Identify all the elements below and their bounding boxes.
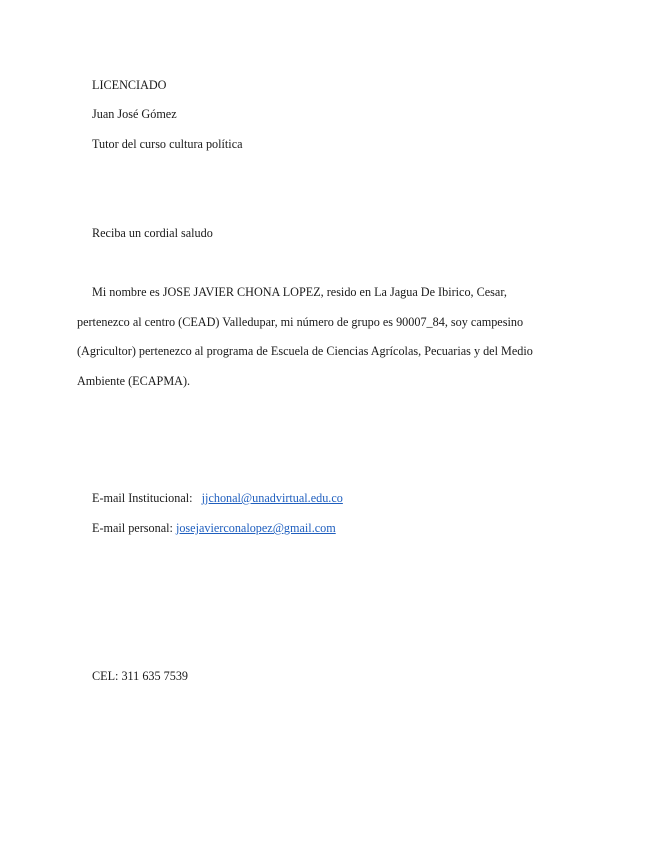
phone-number: CEL: 311 635 7539 (92, 669, 189, 683)
email-institutional-link[interactable]: jjchonal@unadvirtual.edu.co (201, 491, 343, 505)
email-personal-label: E-mail personal: (92, 521, 173, 535)
email-institutional-label: E-mail Institucional: (92, 491, 193, 505)
email-personal-row (92, 520, 336, 536)
recipient-name: Juan José Gómez (92, 107, 177, 121)
greeting: Reciba un cordial saludo (92, 226, 213, 240)
body-line-1: Mi nombre es JOSE JAVIER CHONA LOPEZ, resido en La Jagua De Ibirico, Cesar, (92, 285, 507, 299)
recipient-role: Tutor del curso cultura política (92, 137, 243, 151)
body-line-3: (Agricultor) pertenezco al programa de Escuela de Ciencias Agrícolas, Pecuarias y del Medio (77, 344, 533, 358)
recipient-title: LICENCIADO (92, 78, 167, 92)
email-personal-link[interactable]: josejavierconalopez@gmail.com (175, 521, 336, 535)
body-line-2: pertenezco al centro (CEAD) Valledupar, mi número de grupo es 90007_84, soy campesino (77, 315, 524, 329)
body-line-4: Ambiente (ECAPMA). (77, 374, 191, 388)
email-institutional-row (92, 490, 343, 506)
